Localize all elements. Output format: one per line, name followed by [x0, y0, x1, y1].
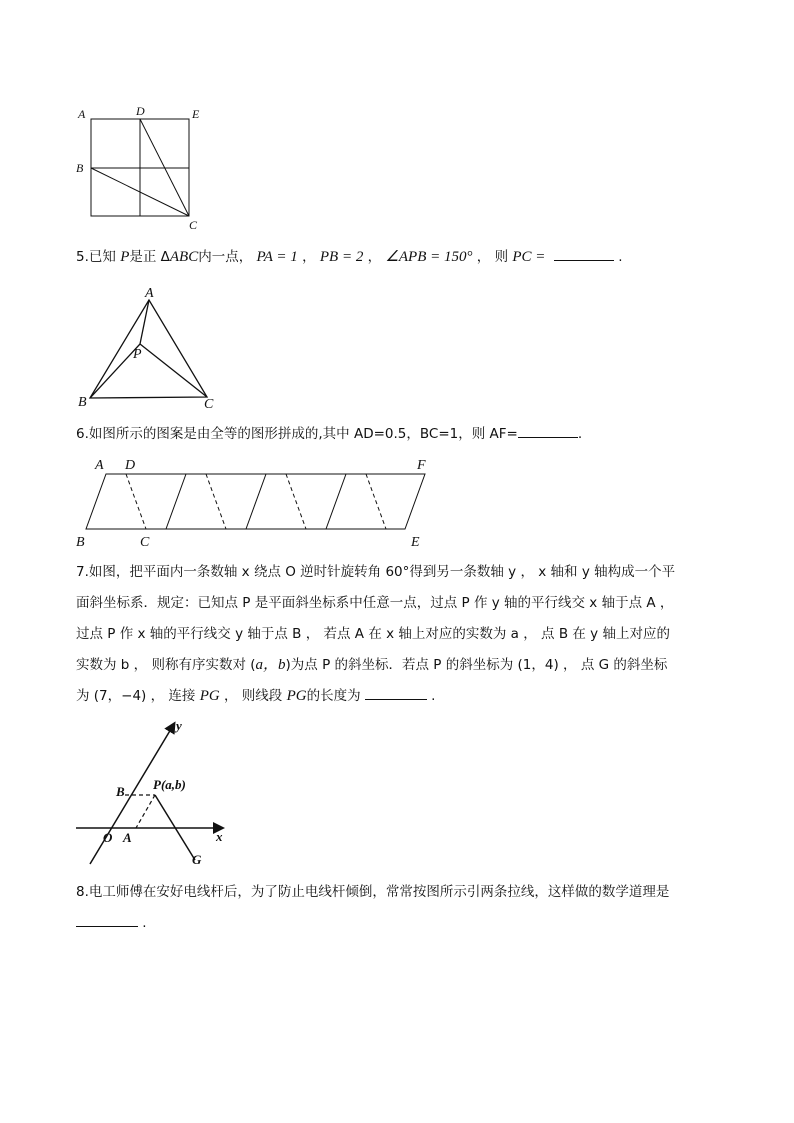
answer-blank[interactable]	[76, 914, 138, 927]
triangle-figure	[70, 280, 230, 412]
label-C: C	[189, 218, 198, 232]
question-7-line-1: 7.如图，把平面内一条数轴 x 绕点 O 逆时针旋转角 60°得到另一条数轴 y ， x 轴和 y 轴构成一个平	[76, 564, 676, 580]
label-D: D	[136, 104, 145, 118]
label-B: B	[76, 535, 85, 550]
q5-number: 5.	[76, 249, 89, 265]
label-A: A	[145, 286, 154, 301]
segment-PC	[140, 344, 207, 397]
question-6: 6.如图所示的图案是由全等的图形拼成的,其中 AD=0.5，BC=1，则 AF= .	[76, 426, 583, 442]
label-B: B	[76, 161, 84, 175]
divider-dashed	[206, 474, 226, 529]
label-A: A	[95, 458, 104, 473]
label-E: E	[192, 107, 200, 121]
divider-solid	[166, 474, 186, 529]
square-grid-figure	[70, 100, 210, 235]
answer-blank[interactable]	[365, 687, 427, 700]
label-A: A	[123, 830, 132, 845]
answer-blank[interactable]	[518, 425, 578, 438]
parallelogram-pattern-figure	[70, 452, 440, 552]
question-5: 5.已知 P是正 ΔABC内一点， PA = 1 ， PB = 2 ， ∠APB = 150° ， 则 PC = .	[76, 249, 623, 265]
label-C: C	[140, 535, 150, 550]
label-B: B	[78, 395, 87, 410]
label-y: y	[176, 718, 182, 733]
label-D: D	[125, 458, 136, 473]
label-B: B	[116, 784, 125, 799]
label-E: E	[411, 535, 420, 550]
label-O: O	[103, 830, 113, 845]
label-C: C	[204, 397, 214, 412]
question-7-line-4: 实数为 b ， 则称有序实数对 (a，b)为点 P 的斜坐标．若点 P 的斜坐标为 (1，4) ， 点 G 的斜坐标	[76, 657, 668, 673]
oblique-coordinate-figure	[70, 712, 240, 870]
question-7-line-5: 为 (7，−4) ， 连接 PG ， 则线段 PG的长度为 .	[76, 688, 436, 704]
divider-solid	[246, 474, 266, 529]
divider-solid	[326, 474, 346, 529]
divider-dashed	[286, 474, 306, 529]
question-7-line-3: 过点 P 作 x 轴的平行线交 y 轴于点 B ， 若点 A 在 x 轴上对应的实数为 a ， 点 B 在 y 轴上对应的	[76, 626, 670, 642]
divider-dashed	[126, 474, 146, 529]
label-P: P	[133, 347, 142, 362]
label-P: P(a,b)	[153, 777, 186, 792]
label-A: A	[78, 107, 86, 121]
label-x: x	[216, 829, 223, 844]
label-G: G	[192, 852, 202, 867]
question-8-line-2: .	[76, 913, 147, 933]
dashed-PA	[136, 795, 155, 828]
question-8-line-1: 8.电工师傅在安好电线杆后，为了防止电线杆倾倒，常常按图所示引两条拉线，这样做的数学道理是	[76, 884, 670, 900]
answer-blank[interactable]	[554, 248, 614, 261]
question-7-line-2: 面斜坐标系．规定：已知点 P 是平面斜坐标系中任意一点，过点 P 作 y 轴的平行线交 x 轴于点 A ，	[76, 595, 674, 611]
label-F: F	[417, 458, 426, 473]
divider-dashed	[366, 474, 386, 529]
